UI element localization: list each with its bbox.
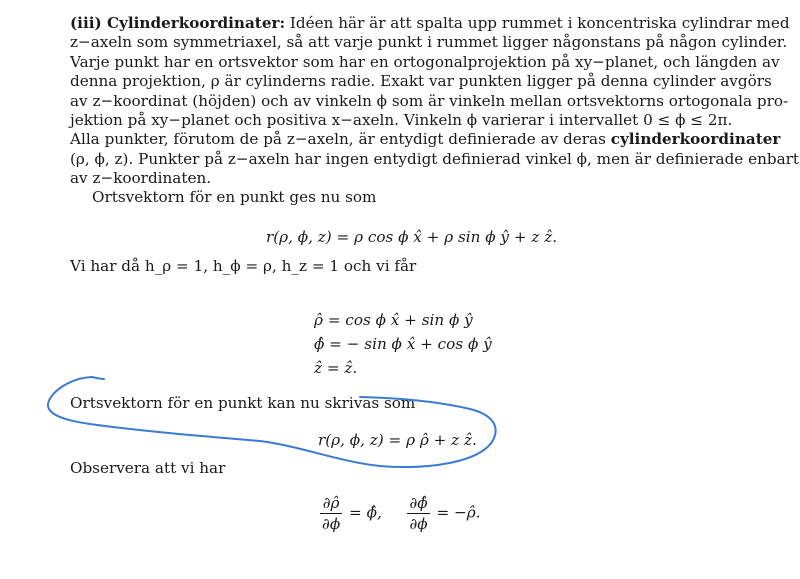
bold-term: cylinderkoordinater — [610, 130, 781, 149]
tail-line-2: av z−koordinaten. — [70, 169, 212, 188]
intro-line-1: Idéen här är att spalta upp rummet i koncentriska cylindrar med — [285, 14, 790, 32]
derivative-1-fraction — [320, 494, 342, 533]
tail-line-1: (ρ, ϕ, z). Punkter på z−axeln har ingen entydigt definierad vinkel ϕ, men är definierade enbart — [70, 149, 800, 168]
derivative-1-denominator: ∂ϕ — [322, 515, 341, 533]
derivative-equations — [318, 494, 481, 533]
section-heading: (iii) Cylinderkoordinater: — [70, 14, 286, 32]
position-vector-intro: Ortsvektorn för en punkt ges nu som — [92, 188, 377, 206]
intro-line-6: jektion på xy−planet och positiva x−axeln. Vinkeln ϕ varierar i intervallet 0 ≤ ϕ ≤ 2π. — [70, 111, 733, 130]
derivative-2-rhs: = −ρ̂. — [436, 503, 481, 522]
position-vector-text2: Ortsvektorn för en punkt kan nu skrivas som — [70, 394, 416, 412]
derivative-2-fraction — [407, 494, 429, 533]
annotation-stroke-tail — [92, 377, 104, 379]
intro-line-5: av z−koordinat (höjden) och av vinkeln ϕ som är vinkeln mellan ortsvektorns ortogonala pro- — [70, 91, 789, 110]
equation-position-vector-2: r(ρ, ϕ, z) = ρ ρ̂ + z ẑ. — [318, 431, 477, 449]
derivative-2-denominator: ∂ϕ — [409, 515, 428, 533]
unit-vector-phi: ϕ̂ = − sin ϕ x̂ + cos ϕ ŷ — [314, 335, 492, 353]
equation-position-vector: r(ρ, ϕ, z) = ρ cos ϕ x̂ + ρ sin ϕ ŷ + z ẑ. — [266, 228, 558, 246]
observe-text: Observera att vi har — [70, 459, 226, 477]
annotation-stroke — [48, 377, 496, 467]
intro-line-2: z−axeln som symmetriaxel, så att varje punkt i rummet ligger någonstans på någon cylinder. — [70, 33, 788, 52]
intro-line-3: Varje punkt har en ortsvektor som har en ortogonalprojektion på xy−planet, och längden av — [70, 52, 780, 71]
unit-vector-z: ẑ = ẑ. — [314, 359, 358, 377]
unit-vector-rho: ρ̂ = cos ϕ x̂ + sin ϕ ŷ — [314, 311, 473, 329]
derivative-2-numerator: ∂ϕ̂ — [409, 494, 428, 512]
intro-line-4: denna projektion, ρ är cylinderns radie. Exakt var punkten ligger på denna cylinder avgörs — [70, 72, 772, 91]
derivative-1-numerator: ∂ρ̂ — [320, 494, 342, 514]
intro-line-7: Alla punkter, förutom de på z−axeln, är entydigt definierade av deras — [70, 130, 611, 149]
intro-paragraph — [70, 14, 800, 189]
derivative-1-rhs: = ϕ̂, — [349, 503, 382, 522]
scale-factors-text: Vi har då h_ρ = 1, h_ϕ = ρ, h_z = 1 och vi får — [70, 257, 417, 275]
